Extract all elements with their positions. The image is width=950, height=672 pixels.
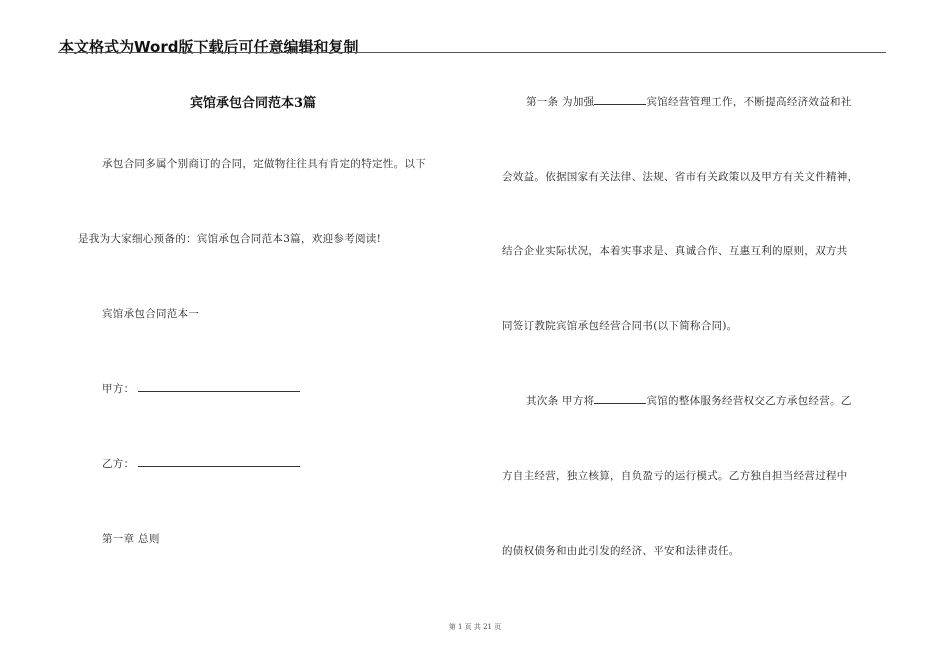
party-b-blank [138, 456, 300, 467]
article-1-line-3: 结合企业实际状况，本着实事求是、真诚合作、互惠互利的原则，双方共 [502, 245, 848, 257]
article-2-prefix: 其次条 甲方将 [526, 395, 595, 407]
article-1-suffix: 宾馆经营管理工作，不断提高经济效益和社 [646, 96, 852, 108]
party-b-label: 乙方： [102, 458, 135, 470]
article-2-line [526, 393, 852, 408]
section-heading: 宾馆承包合同范本一 [102, 308, 200, 320]
article-2-blank [594, 393, 646, 404]
article-2-line-3: 的债权债务和由此引发的经济、平安和法律责任。 [502, 545, 740, 557]
article-2-suffix: 宾馆的整体服务经营权交乙方承包经营。乙 [646, 395, 852, 407]
party-a-label: 甲方： [102, 383, 135, 395]
page-number: 第 1 页 共 21 页 [448, 623, 502, 631]
party-a-blank [138, 381, 300, 392]
article-1-prefix: 第一条 为加强 [526, 96, 595, 108]
document-header: 本文格式为Word版下载后可任意编辑和复制 [59, 38, 359, 56]
article-1-blank [594, 94, 646, 105]
party-a-line [102, 381, 300, 396]
header-divider [58, 52, 886, 53]
article-1-line-2: 会效益。依据国家有关法律、法规、省市有关政策以及甲方有关文件精神， [502, 171, 859, 183]
article-2-line-2: 方自主经营，独立核算，自负盈亏的运行模式。乙方独自担当经营过程中 [502, 470, 848, 482]
intro-line-1: 承包合同多属个别商订的合同，定做物往往具有肯定的特定性。以下 [102, 158, 426, 170]
party-b-line [102, 456, 300, 471]
intro-line-2: 是我为大家细心预备的：宾馆承包合同范本3篇，欢迎参考阅读! [78, 233, 382, 245]
article-1-line [526, 94, 852, 109]
chapter-heading: 第一章 总则 [102, 533, 160, 545]
article-1-line-4: 同签订教院宾馆承包经营合同书(以下简称合同)。 [502, 320, 738, 332]
document-title: 宾馆承包合同范本3篇 [190, 96, 317, 111]
